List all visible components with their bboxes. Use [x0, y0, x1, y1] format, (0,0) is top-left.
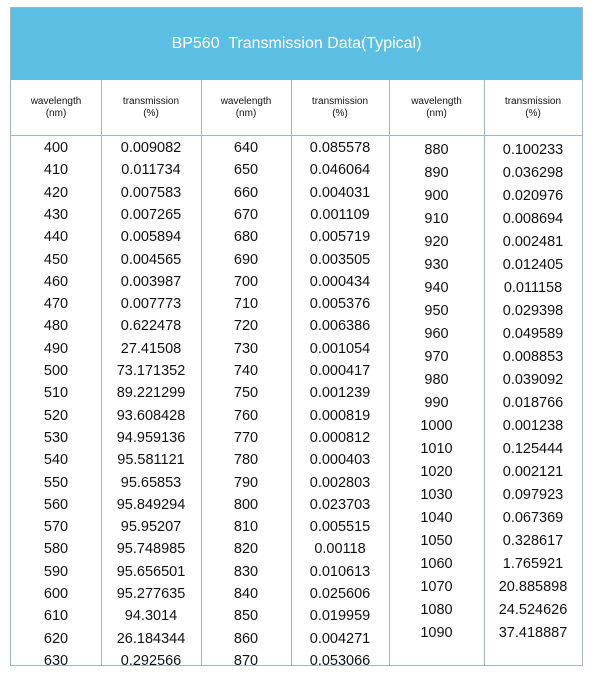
- transmission-cell: 73.171352: [116, 363, 186, 379]
- wavelength-cell: 530: [43, 429, 69, 446]
- transmission-cell: 0.000403: [309, 452, 371, 469]
- transmission-cell: 0.067369: [502, 510, 564, 526]
- transmission-cell: 0.100233: [502, 142, 564, 158]
- transmission-cell: 0.039092: [502, 372, 564, 388]
- transmission-cell: 0.006386: [309, 318, 371, 335]
- transmission-cell: 0.292566: [120, 652, 182, 669]
- transmission-cell: 1.765921: [502, 556, 564, 572]
- header-label: transmission: [311, 95, 369, 107]
- wavelength-cell: 1070: [420, 579, 453, 595]
- transmission-cell: 20.885898: [498, 579, 568, 595]
- wavelength-cell: 490: [43, 340, 69, 357]
- transmission-cell: 0.005894: [120, 229, 182, 246]
- header-label: transmission: [122, 95, 180, 107]
- wavelength-cell: 730: [233, 340, 259, 357]
- transmission-cell: 0.010613: [309, 563, 371, 580]
- wavelength-cell: 500: [43, 363, 69, 379]
- wavelength-cell: 580: [43, 541, 69, 558]
- transmission-cell: 0.000819: [309, 407, 371, 424]
- wavelength-cell: 770: [233, 429, 259, 446]
- wavelength-cell: 870: [233, 652, 259, 669]
- header-label: wavelength: [220, 95, 272, 107]
- wavelength-cell: 1060: [420, 556, 453, 572]
- wavelength-cell: 940: [424, 280, 449, 296]
- wavelength-cell: 410: [43, 162, 69, 179]
- transmission-cell: 0.002803: [309, 474, 371, 491]
- transmission-cell: 0.019959: [309, 608, 371, 625]
- wavelength-cell: 460: [43, 273, 69, 290]
- wavelength-cell: 710: [233, 296, 259, 313]
- wavelength-cell: 1080: [420, 602, 453, 618]
- wavelength-cell: 720: [233, 318, 259, 335]
- transmission-cell: 0.004271: [309, 630, 371, 647]
- transmission-cell: 95.65853: [120, 474, 182, 491]
- wavelength-cell: 750: [233, 385, 259, 402]
- wavelength-cell: 790: [233, 474, 259, 491]
- wavelength-cell: 1010: [420, 441, 453, 457]
- wavelength-cell: 980: [424, 372, 449, 388]
- wavelength-cell: 760: [233, 407, 259, 424]
- wavelength-cell: 470: [43, 296, 69, 313]
- header-row: [11, 80, 582, 136]
- wavelength-cell: 520: [43, 407, 69, 424]
- transmission-cell: 0.000812: [309, 429, 371, 446]
- wavelength-cell: 1050: [420, 533, 453, 549]
- transmission-cell: 0.005719: [309, 229, 371, 246]
- transmission-cell: 0.018766: [502, 395, 564, 411]
- wavelength-cell: 1030: [420, 487, 453, 503]
- header-transmission-3: [484, 80, 582, 135]
- wavelength-cell: 640: [233, 140, 259, 156]
- transmission-cell: 0.023703: [309, 496, 371, 513]
- header-transmission-2: [291, 80, 389, 135]
- transmission-cell: 0.622478: [120, 318, 182, 335]
- wavelength-cell: 670: [233, 206, 259, 223]
- wavelength-cell: 600: [43, 586, 69, 602]
- wavelength-cell: 1040: [420, 510, 453, 526]
- wavelength-cell: 540: [43, 452, 69, 469]
- wavelength-cell: 570: [43, 519, 69, 536]
- header-unit: (%): [332, 107, 348, 119]
- wavelength-cell: 440: [43, 229, 69, 246]
- transmission-cell: 95.95207: [120, 519, 182, 536]
- wavelength-cell: 830: [233, 563, 259, 580]
- wavelength-cell: 450: [43, 251, 69, 268]
- transmission-cell: 0.005376: [309, 296, 371, 313]
- transmission-cell: 0.025606: [309, 586, 371, 602]
- wavelength-cell: 890: [424, 165, 449, 181]
- transmission-cell: 0.020976: [502, 188, 564, 204]
- wavelength-cell: 880: [424, 142, 449, 158]
- wavelength-cell: 970: [424, 349, 449, 365]
- wavelength-cell: 680: [233, 229, 259, 246]
- transmission-cell: 0.011158: [503, 280, 563, 296]
- wavelength-cell: 1020: [420, 464, 453, 480]
- wavelength-cell: 610: [43, 608, 69, 625]
- header-wavelength-1: [11, 80, 101, 135]
- wavelength-cell: 400: [43, 140, 69, 156]
- transmission-cell: 0.097923: [502, 487, 564, 503]
- header-label: transmission: [504, 95, 562, 107]
- wavelength-cell: 950: [424, 303, 449, 319]
- transmission-table: [10, 7, 583, 669]
- wavelength-cell: 650: [233, 162, 259, 179]
- transmission-cell: 0.004031: [309, 184, 371, 201]
- transmission-cell: 0.002121: [502, 464, 564, 480]
- header-label: wavelength: [411, 95, 462, 107]
- transmission-cell: 0.005515: [309, 519, 371, 536]
- wavelength-cell: 930: [424, 257, 449, 273]
- wavelength-cell: 800: [233, 496, 259, 513]
- wavelength-cell: 910: [424, 211, 449, 227]
- transmission-cell: 0.011734: [121, 162, 181, 179]
- wavelength-cell: 820: [233, 541, 259, 558]
- table-title: BP560 Transmission Data(Typical): [171, 35, 422, 52]
- transmission-cell: 0.00118: [314, 541, 366, 558]
- wavelength-cell: 480: [43, 318, 69, 335]
- wavelength-cell: 840: [233, 586, 259, 602]
- wavelength-cell: 990: [424, 395, 449, 411]
- header-unit: (nm): [45, 107, 67, 119]
- wavelength-cell: 810: [233, 519, 259, 536]
- transmission-cell: 95.849294: [116, 496, 186, 513]
- transmission-cell: 37.418887: [498, 625, 568, 641]
- wavelength-cell: 550: [43, 474, 69, 491]
- transmission-cell: 27.41508: [120, 340, 182, 357]
- transmission-cell: 0.007583: [120, 184, 182, 201]
- wavelength-cell: 850: [233, 608, 259, 625]
- wavelength-cell: 700: [233, 273, 259, 290]
- transmission-cell: 0.085578: [309, 140, 371, 156]
- wavelength-cell: 430: [43, 206, 69, 223]
- transmission-cell: 0.328617: [502, 533, 564, 549]
- header-wavelength-2: [201, 80, 291, 135]
- transmission-cell: 0.008694: [502, 211, 564, 227]
- transmission-cell: 0.008853: [502, 349, 564, 365]
- wavelength-cell: 960: [424, 326, 449, 342]
- transmission-cell: 0.053066: [309, 652, 371, 669]
- transmission-cell: 0.000434: [309, 273, 371, 290]
- wavelength-cell: 420: [43, 184, 69, 201]
- transmission-cell: 94.3014: [124, 608, 178, 625]
- transmission-cell: 0.003987: [120, 273, 182, 290]
- transmission-cell: 0.007773: [120, 296, 182, 313]
- transmission-cell: 95.581121: [117, 452, 185, 469]
- transmission-cell: 0.004565: [120, 251, 182, 268]
- transmission-cell: 0.036298: [502, 165, 564, 181]
- transmission-cell: 89.221299: [116, 385, 186, 402]
- header-unit: (nm): [235, 107, 257, 119]
- transmission-cell: 0.125444: [502, 441, 564, 457]
- header-unit: (nm): [426, 107, 447, 119]
- header-label: wavelength: [30, 95, 82, 107]
- transmission-cell: 95.277635: [116, 586, 186, 602]
- transmission-cell: 93.608428: [116, 407, 186, 424]
- transmission-cell: 94.959136: [116, 429, 186, 446]
- transmission-cell: 95.748985: [116, 541, 186, 558]
- transmission-cell: 0.001054: [309, 340, 371, 357]
- wavelength-cell: 630: [43, 652, 69, 669]
- transmission-cell: 24.524626: [498, 602, 568, 618]
- transmission-cell: 26.184344: [116, 630, 186, 647]
- wavelength-cell: 690: [233, 251, 259, 268]
- transmission-cell: 0.002481: [502, 234, 564, 250]
- transmission-cell: 95.656501: [116, 563, 186, 580]
- transmission-cell: 0.007265: [120, 206, 182, 223]
- table-title-bar: [11, 8, 582, 80]
- wavelength-cell: 900: [424, 188, 449, 204]
- wavelength-cell: 660: [233, 184, 259, 201]
- wavelength-cell: 510: [43, 385, 69, 402]
- wavelength-cell: 590: [43, 563, 69, 580]
- wavelength-cell: 1090: [420, 625, 453, 641]
- transmission-cell: 0.001238: [502, 418, 564, 434]
- transmission-cell: 0.003505: [309, 251, 371, 268]
- wavelength-cell: 740: [233, 363, 259, 379]
- header-wavelength-3: [389, 80, 484, 135]
- transmission-cell: 0.001109: [310, 206, 370, 223]
- transmission-cell: 0.029398: [502, 303, 564, 319]
- transmission-cell: 0.012405: [502, 257, 564, 273]
- header-unit: (%): [525, 107, 541, 119]
- header-transmission-1: [101, 80, 201, 135]
- transmission-cell: 0.049589: [502, 326, 564, 342]
- transmission-cell: 0.001239: [309, 385, 371, 402]
- wavelength-cell: 860: [233, 630, 259, 647]
- transmission-cell: 0.046064: [309, 162, 371, 179]
- header-unit: (%): [143, 107, 159, 119]
- wavelength-cell: 780: [233, 452, 259, 469]
- wavelength-cell: 620: [43, 630, 69, 647]
- transmission-cell: 0.000417: [309, 363, 371, 379]
- wavelength-cell: 1000: [420, 418, 453, 434]
- wavelength-cell: 560: [43, 496, 69, 513]
- transmission-cell: 0.009082: [120, 140, 182, 156]
- wavelength-cell: 920: [424, 234, 449, 250]
